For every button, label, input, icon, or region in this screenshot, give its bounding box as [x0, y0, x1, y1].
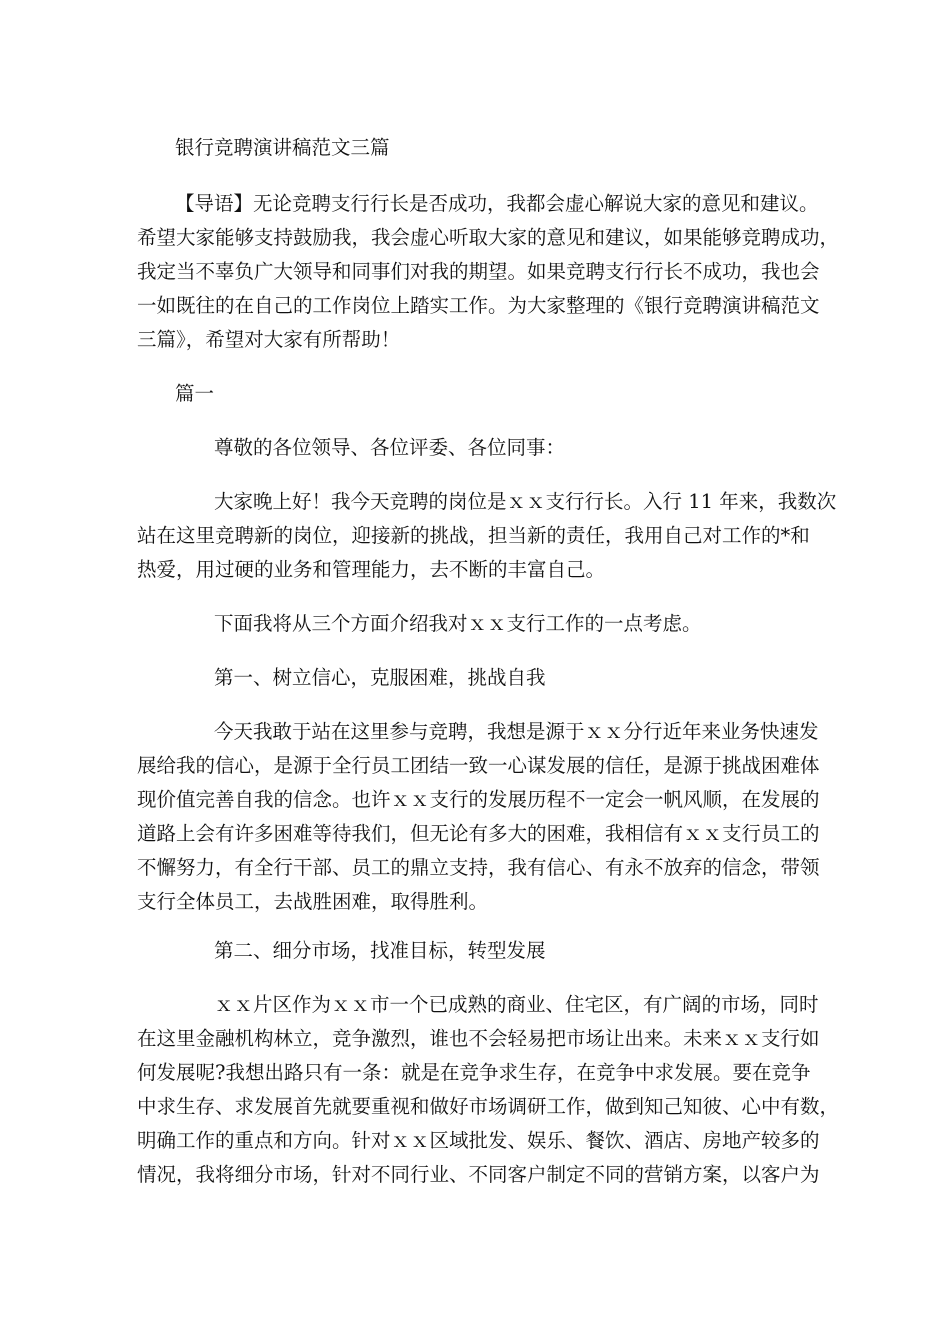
paragraph-line: 现价值完善自我的信念。也许ｘｘ支行的发展历程不一定会一帆风顺，在发展的	[137, 788, 820, 811]
paragraph-line: 站在这里竞聘新的岗位，迎接新的挑战，担当新的责任，我用自己对工作的*和	[137, 524, 810, 547]
paragraph-line: 今天我敢于站在这里参与竞聘，我想是源于ｘｘ分行近年来业务快速发	[214, 720, 819, 743]
paragraph-line: 中求生存、求发展首先就要重视和做好市场调研工作，做到知己知彼、心中有数，	[137, 1095, 840, 1118]
paragraph-line: 明确工作的重点和方向。针对ｘｘ区域批发、娱乐、餐饮、酒店、房地产较多的	[137, 1129, 820, 1152]
section-title: 篇一	[175, 382, 215, 405]
intro-line: 三篇》，希望对大家有所帮助！	[137, 328, 401, 351]
paragraph-line: 在这里金融机构林立，竞争激烈，谁也不会轻易把市场让出来。未来ｘｘ支行如	[137, 1027, 820, 1050]
intro-line: 希望大家能够支持鼓励我，我会虚心听取大家的意见和建议，如果能够竞聘成功，	[137, 226, 840, 249]
paragraph-line: 情况，我将细分市场，针对不同行业、不同客户制定不同的营销方案，以客户为	[137, 1163, 820, 1186]
paragraph-line: 展给我的信心，是源于全行员工团结一致一心谋发展的信任，是源于挑战困难体	[137, 754, 820, 777]
paragraph-line: 不懈努力，有全行干部、员工的鼎立支持，我有信心、有永不放弃的信念，带领	[137, 856, 820, 879]
intro-line: 我定当不辜负广大领导和同事们对我的期望。如果竞聘支行行长不成功，我也会	[137, 260, 820, 283]
intro-line: 【导语】无论竞聘支行行长是否成功，我都会虚心解说大家的意见和建议。	[175, 192, 819, 215]
intro-line: 一如既往的在自己的工作岗位上踏实工作。为大家整理的《银行竞聘演讲稿范文	[137, 294, 820, 317]
document-title: 银行竞聘演讲稿范文三篇	[175, 136, 390, 159]
paragraph-line: 下面我将从三个方面介绍我对ｘｘ支行工作的一点考虑。	[214, 612, 702, 635]
paragraph-line: 支行全体员工，去战胜困难，取得胜利。	[137, 890, 489, 913]
paragraph-line: 大家晚上好！我今天竞聘的岗位是ｘｘ支行行长。入行 11 年来，我数次	[214, 490, 837, 513]
paragraph-line: 热爱，用过硬的业务和管理能力，去不断的丰富自己。	[137, 558, 606, 581]
paragraph-line: 何发展呢?我想出路只有一条：就是在竞争求生存，在竞争中求发展。要在竞争	[137, 1061, 811, 1084]
paragraph-line: 道路上会有许多困难等待我们，但无论有多大的困难，我相信有ｘｘ支行员工的	[137, 822, 820, 845]
section-heading: 第一、树立信心，克服困难，挑战自我	[214, 666, 546, 689]
section-heading: 第二、细分市场，找准目标，转型发展	[214, 939, 546, 962]
salutation: 尊敬的各位领导、各位评委、各位同事：	[214, 436, 566, 459]
paragraph-line: ｘｘ片区作为ｘｘ市一个已成熟的商业、住宅区，有广阔的市场，同时	[214, 993, 819, 1016]
